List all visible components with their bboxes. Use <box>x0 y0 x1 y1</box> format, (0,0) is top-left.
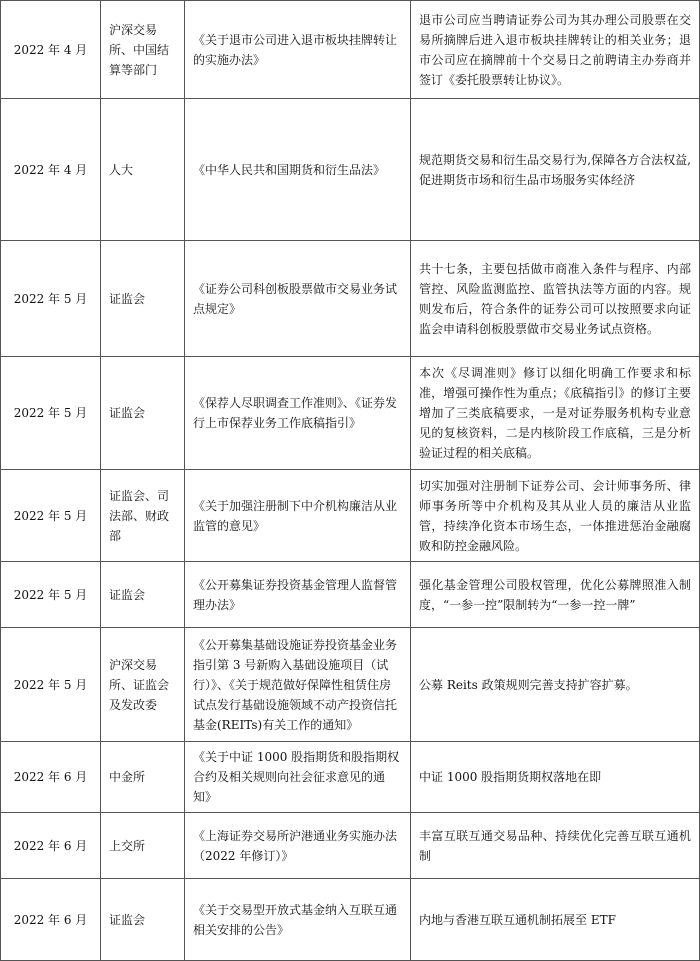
table-row <box>1 628 700 742</box>
cell-description: 切实加强对注册制下证券公司、会计师事务所、律师事务所等中介机构及其从业人员的廉洁从业监管，持续净化资本市场生态，一体推进惩治金融腐败和防控金融风险。 <box>411 470 700 562</box>
cell-description: 规范期货交易和衍生品交易行为,保障各方合法权益,促进期货市场和衍生品市场服务实体经济 <box>411 99 700 241</box>
cell-date: 2022 年 6 月 <box>1 879 101 961</box>
cell-date: 2022 年 4 月 <box>1 1 101 99</box>
table-row <box>1 813 700 879</box>
cell-document: 《关于中证 1000 股指期货和股指期权合约及相关规则向社会征求意见的通知》 <box>185 742 411 813</box>
cell-description: 本次《尽调准则》修订以细化明确工作要求和标准，增强可操作性为重点；《底稿指引》的修订主要增加了三类底稿要求，一是对证券服务机构专业意见的复核资料，二是内核阶段工作底稿，三是分析验证过程的相关底稿。 <box>411 357 700 470</box>
cell-document: 《公开募集基础设施证券投资基金业务指引第 3 号新购入基础设施项目（试行）》、《关于规范做好保障性租赁住房试点发行基础设施领域不动产投资信托基金(REITs)有关工作的通知》 <box>185 628 411 742</box>
cell-document: 《保荐人尽职调查工作准则》、《证券发行上市保荐业务工作底稿指引》 <box>185 357 411 470</box>
cell-department: 沪深交易所、中国结算等部门 <box>101 1 185 99</box>
table-row <box>1 562 700 628</box>
cell-description: 强化基金管理公司股权管理，优化公募牌照准入制度，“一参一控”限制转为“一参一控一牌” <box>411 562 700 628</box>
cell-description: 公募 Reits 政策规则完善支持扩容扩募。 <box>411 628 700 742</box>
cell-department: 证监会 <box>101 357 185 470</box>
table-row <box>1 742 700 813</box>
cell-department: 证监会 <box>101 562 185 628</box>
policy-table-body <box>1 1 700 961</box>
cell-date: 2022 年 5 月 <box>1 628 101 742</box>
cell-document: 《上海证券交易所沪港通业务实施办法（2022 年修订）》 <box>185 813 411 879</box>
cell-date: 2022 年 5 月 <box>1 470 101 562</box>
cell-date: 2022 年 5 月 <box>1 241 101 357</box>
table-row <box>1 99 700 241</box>
cell-description: 中证 1000 股指期货期权落地在即 <box>411 742 700 813</box>
table-row <box>1 1 700 99</box>
table-row <box>1 470 700 562</box>
cell-description: 丰富互联互通交易品种、持续优化完善互联互通机制 <box>411 813 700 879</box>
cell-date: 2022 年 5 月 <box>1 357 101 470</box>
cell-department: 证监会 <box>101 241 185 357</box>
cell-date: 2022 年 5 月 <box>1 562 101 628</box>
cell-department: 证监会、司法部、财政部 <box>101 470 185 562</box>
cell-description: 共十七条，主要包括做市商准入条件与程序、内部管控、风险监测监控、监管执法等方面的内容。规则发布后，符合条件的证券公司可以按照要求向证监会申请科创板股票做市交易业务试点资格。 <box>411 241 700 357</box>
cell-department: 人大 <box>101 99 185 241</box>
cell-description: 退市公司应当聘请证券公司为其办理公司股票在交易所摘牌后进入退市板块挂牌转让的相关业务；退市公司应在摘牌前十个交易日之前聘请主办券商并签订《委托股票转让协议》。 <box>411 1 700 99</box>
table-row <box>1 241 700 357</box>
cell-document: 《关于退市公司进入退市板块挂牌转让的实施办法》 <box>185 1 411 99</box>
cell-department: 沪深交易所、证监会及发改委 <box>101 628 185 742</box>
cell-date: 2022 年 4 月 <box>1 99 101 241</box>
cell-document: 《公开募集证券投资基金管理人监督管理办法》 <box>185 562 411 628</box>
cell-department: 证监会 <box>101 879 185 961</box>
cell-date: 2022 年 6 月 <box>1 742 101 813</box>
cell-date: 2022 年 6 月 <box>1 813 101 879</box>
cell-document: 《证券公司科创板股票做市交易业务试点规定》 <box>185 241 411 357</box>
table-row <box>1 879 700 961</box>
cell-department: 上交所 <box>101 813 185 879</box>
cell-department: 中金所 <box>101 742 185 813</box>
cell-document: 《中华人民共和国期货和衍生品法》 <box>185 99 411 241</box>
cell-document: 《关于加强注册制下中介机构廉洁从业监管的意见》 <box>185 470 411 562</box>
cell-description: 内地与香港互联互通机制拓展至 ETF <box>411 879 700 961</box>
cell-document: 《关于交易型开放式基金纳入互联互通相关安排的公告》 <box>185 879 411 961</box>
table-row <box>1 357 700 470</box>
